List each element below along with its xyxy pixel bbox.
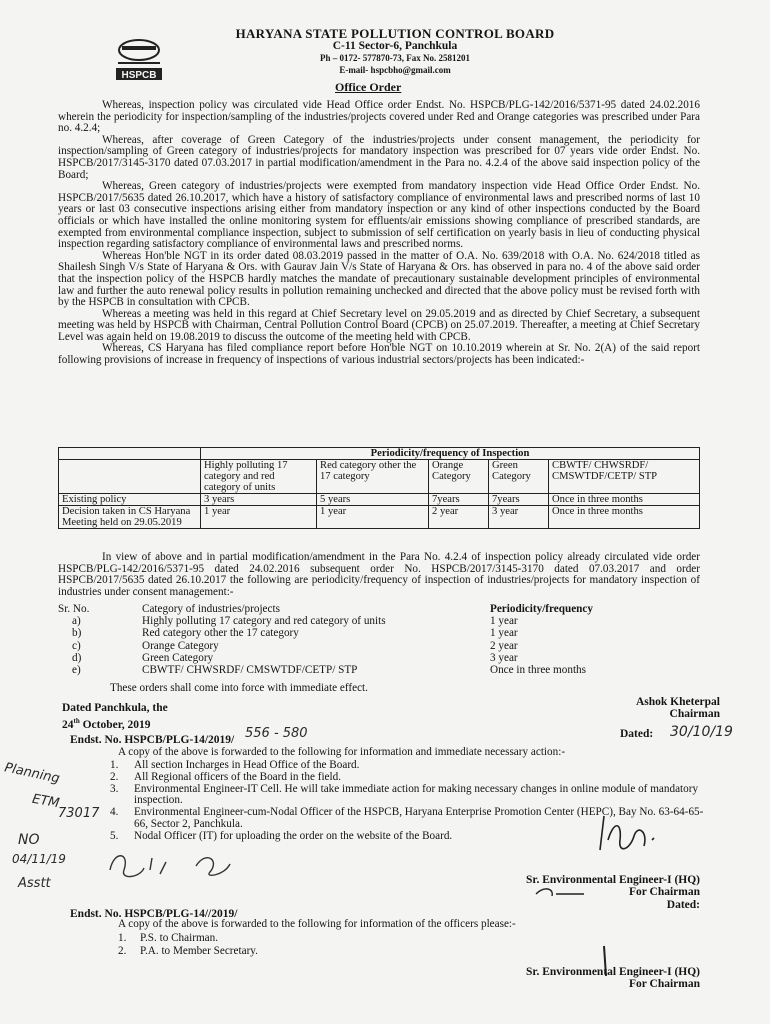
handwritten-note: Asstt xyxy=(18,876,51,891)
modification-paragraph: In view of above and in partial modification/amendment in the Para No. 4.2.4 of inspection policy already circulated vide order HSPCB/PLG-142/2016/5371-95 dated 24.02.2016 subsequent order No. HSPCB/2017/3145-3170 dated 07.03.2017 and order HSPCB/2017/5635 dated 26.10.2017 the following are periodicity/frequency of inspection of industries/projects for mandatory inspection of industries under consent management:- xyxy=(58,551,700,598)
list-item: 2. P.A. to Member Secretary. xyxy=(118,945,258,957)
table-row xyxy=(59,506,700,529)
paragraph: Whereas, inspection policy was circulated vide Head Office order Endst. No. HSPCB/PLG-142/2016/5371-95 dated 24.02.2016 wherein the periodicity for inspection/sampling of the industries/projects covered under Red and Orange categories was prescribed under Para no. 4.2.4; xyxy=(58,99,700,135)
letterhead xyxy=(200,28,590,76)
document-title: Office Order xyxy=(335,80,402,94)
endorsement-number: Endst. No. HSPCB/PLG-14//2019/ xyxy=(70,908,238,920)
list-item: 1. P.S. to Chairman. xyxy=(118,932,219,944)
handwritten-note: NO xyxy=(18,832,40,848)
signature-scribble xyxy=(590,810,680,870)
recipient-list xyxy=(118,932,258,958)
signatory-title: Sr. Environmental Engineer-I (HQ) xyxy=(526,966,700,978)
paragraph: Whereas, after coverage of Green Category of the industries/projects under consent management, the periodicity for inspection/sampling of Green category of industries/projects for mandatory inspection was prescribed for 07 years vide order Endst. No. HSPCB/2017/3145-3170 dated 07.03.2017 in partial modification/amendment in the Para no. 4.2.4 of the above said inspection policy of the Board; xyxy=(58,133,700,181)
list-item: 5. Nodal Officer (IT) for uploading the order on the website of the Board. xyxy=(110,829,453,842)
list-item: e) CBWTF/ CHWSRDF/ CMSWTDF/CETP/ STP Once in three months xyxy=(72,663,587,676)
table-cell: 2 year xyxy=(429,506,489,529)
table-caption: Periodicity/frequency of Inspection xyxy=(201,448,700,460)
list-item: 3. Environmental Engineer-IT Cell. He will take immediate action for making necessary changes in online module of mandatory inspection. xyxy=(110,782,699,807)
row-label: Decision taken in CS Haryana Meeting held on 29.05.2019 xyxy=(59,506,201,529)
handwritten-note: 04/11/19 xyxy=(12,852,66,866)
signatory-dated: Dated: xyxy=(666,898,700,911)
logo-text: HSPCB xyxy=(121,70,157,81)
table-cell: 3 year xyxy=(489,506,549,529)
table-cell: Once in three months xyxy=(549,494,700,506)
handwritten-note: ETM xyxy=(30,791,61,812)
list-item: d) Green Category 3 year xyxy=(72,651,518,664)
engineer-signature-block xyxy=(480,874,700,911)
board-email: E-mail- hspcbho@gmail.com xyxy=(339,65,451,75)
date-place: Dated Panchkula, the 24th October, 2019 xyxy=(62,702,168,731)
signatory-for: For Chairman xyxy=(628,886,700,899)
endorsement-number: Endst. No. HSPCB/PLG-14/2019/ xyxy=(70,734,235,746)
chairman-signature-block xyxy=(578,696,720,720)
column-header: Orange Category xyxy=(429,460,489,494)
signatory-title: Chairman xyxy=(669,708,720,720)
engineer-signature-block xyxy=(482,966,700,991)
table-cell: 7years xyxy=(489,494,549,506)
column-header: Green Category xyxy=(489,460,549,494)
initials-scribble xyxy=(100,840,240,890)
signatory-for: For Chairman xyxy=(628,978,700,991)
table-cell: 5 years xyxy=(317,494,429,506)
column-header: CBWTF/ CHWSRDF/ CMSWTDF/CETP/ STP xyxy=(549,460,700,494)
list-item: 4. Environmental Engineer-cum-Nodal Officer of the HSPCB, Haryana Enterprise Promotion Center (HEPC), Bay No. 63-64-65-66, Sector 2, Panchkula. xyxy=(110,806,704,830)
dated-label: Dated: xyxy=(620,728,654,740)
signatory-title: Sr. Environmental Engineer-I (HQ) xyxy=(526,874,700,886)
list-item: a) Highly polluting 17 category and red category of units 1 year xyxy=(72,615,518,628)
order-body xyxy=(58,100,700,367)
periodicity-list xyxy=(58,603,658,676)
list-item: c) Orange Category 2 year xyxy=(72,639,518,652)
paragraph: Whereas a meeting was held in this regard at Chief Secretary level on 29.05.2019 and as directed by Chief Secretary, a subsequent meeting was held by HSPCB with Chairman, Central Pollution Control Board (CPCB) on 25.07.2019. Thereafter, a meeting at Chief Secretary Level was again held on 19.08.2019 to discuss the outcome of the meeting held with CPCB. xyxy=(58,307,700,343)
handwritten-date: 30/10/19 xyxy=(670,724,733,740)
column-header: Highly polluting 17 category and red category of units xyxy=(201,460,317,494)
handwritten-note: Planning xyxy=(3,760,61,787)
table-cell: 1 year xyxy=(317,506,429,529)
periodicity-table xyxy=(58,447,700,529)
table-row xyxy=(59,494,700,506)
column-header: Red category other the 17 category xyxy=(317,460,429,494)
list-item: b) Red category other the 17 category 1 year xyxy=(72,627,518,640)
paragraph: Whereas Hon'ble NGT in its order dated 08.03.2019 passed in the matter of O.A. No. 639/2018 with O.A. No. 624/2018 titled as Shailesh Singh V/s State of Haryana & Ors. with Gaurav Jain V/s State of Haryana & Ors. has observed in para no. 4 of the above said order that the inspection policy of the HSPCB hardly matches the mandate of precautionary sustainable development principles of environmental law and further the auto renewal policy results in pollution remaining unchecked and directed that the above policy must be revised forth with by the HSPCB in consultation with CPCB. xyxy=(58,249,700,309)
handwritten-dispatch-number: 556 - 580 xyxy=(245,726,308,741)
paragraph: Whereas, Green category of industries/projects were exempted from mandatory inspection vide Head Office Order Endst. No. HSPCB/2017/5635 dated 26.10.2017, which have a history of satisfactory compliance of environmental laws and prescribed norms of last 10 years or last 03 consecutive inspections arising either from mandatory inspection or any kind of other inspections conducted by the Board officials or which have installed the online monitoring system for effluents/air emissions showing compliance of prescribed standards, are exempted from environmental compliance inspection, subject to submission of self certification on yearly basis in lieu of conducting physical inspection regarding satisfactory compliance of environmental laws and prescribed norms. xyxy=(58,180,700,251)
handwritten-note: 73017 xyxy=(58,806,100,821)
list-item: 1. All section Incharges in Head Office of the Board. xyxy=(110,759,360,771)
board-name: HARYANA STATE POLLUTION CONTROL BOARD xyxy=(235,26,555,41)
list-item: 2. All Regional officers of the Board in the field. xyxy=(110,770,342,783)
board-phone: Ph – 0172- 577870-73, Fax No. 2581201 xyxy=(320,53,470,63)
table-cell: Once in three months xyxy=(549,506,700,529)
effect-statement: These orders shall come into force with immediate effect. xyxy=(110,682,368,694)
forward-note: A copy of the above is forwarded to the following for information and immediate necessary action:- xyxy=(118,746,566,758)
table-cell: 3 years xyxy=(201,494,317,506)
board-address: C-11 Sector-6, Panchkula xyxy=(332,40,458,52)
table-cell: 1 year xyxy=(201,506,317,529)
forward-note: A copy of the above is forwarded to the following for information of the officers please:- xyxy=(118,918,516,930)
board-logo xyxy=(108,36,170,84)
paragraph: Whereas, CS Haryana has filed compliance report before Hon'ble NGT on 10.10.2019 wherein at Sr. No. 2(A) of the said report following provisions of increase in frequency of inspections of various industrial sectors/projects has been indicated:- xyxy=(58,342,700,367)
row-label: Existing policy xyxy=(59,494,201,506)
signatory-name: Ashok Kheterpal xyxy=(635,696,720,708)
table-header-row xyxy=(59,460,700,494)
list-header: Sr. No. Category of industries/projects Periodicity/frequency xyxy=(58,603,593,615)
table-cell: 7years xyxy=(429,494,489,506)
